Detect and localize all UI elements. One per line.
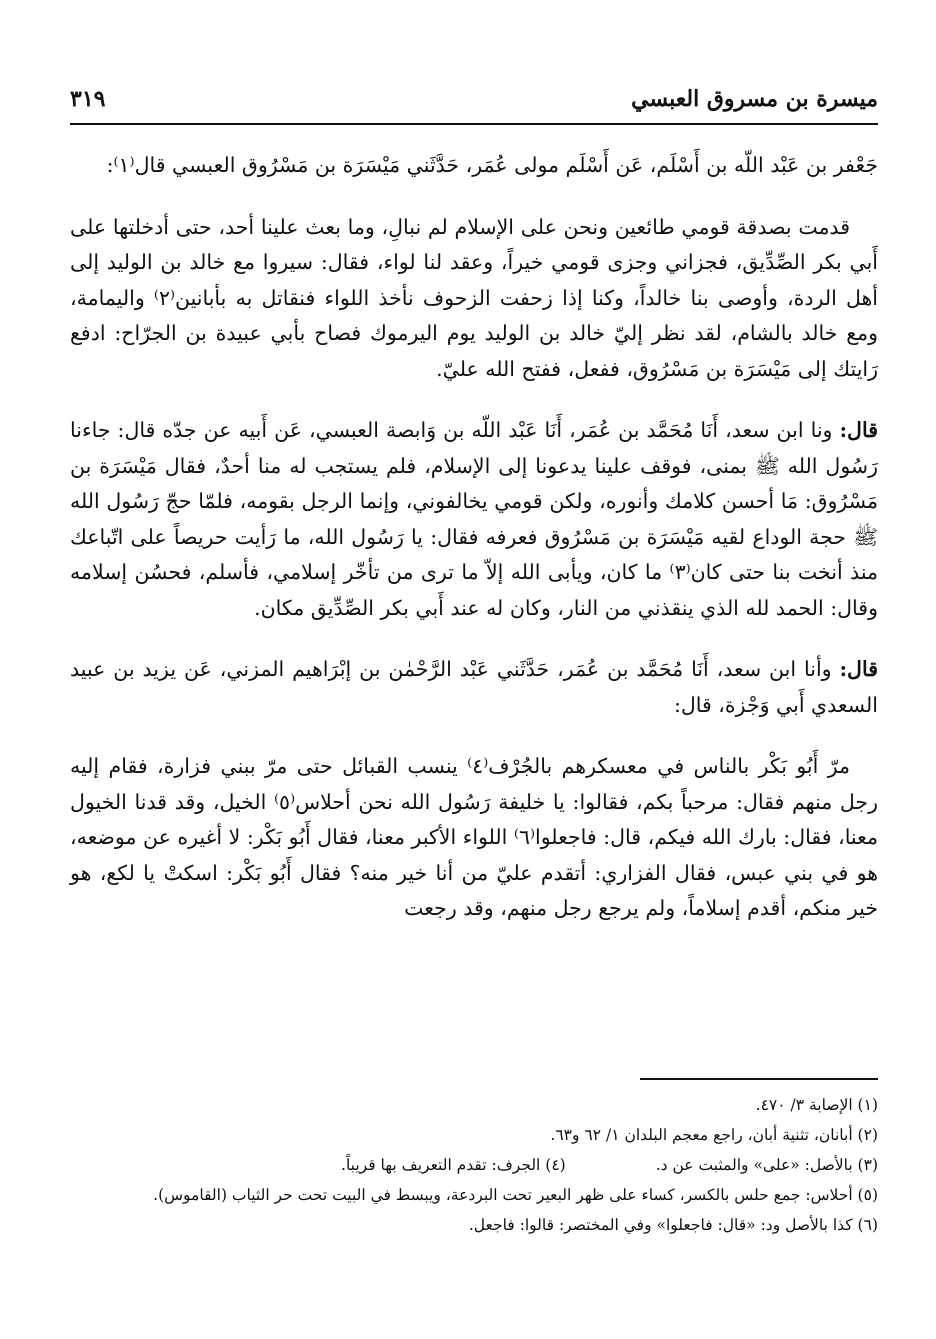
paragraph-3 bbox=[70, 413, 878, 626]
footnotes bbox=[70, 1090, 878, 1240]
paragraph-4 bbox=[70, 652, 878, 723]
header-title: ميسرة بن مسروق العبسي bbox=[631, 86, 878, 112]
paragraph-4-lead: قال: bbox=[839, 657, 878, 681]
paragraph-2: قدمت بصدقة قومي طائعين ونحن على الإسلام لم نبالِ، وما بعث علينا أحد، حتى أدخلتها على أَبي بكر الصِّدِّيق، فجزاني وجزى قومي خيراً، وعقد لنا لواء، فقال: سيروا مع خالد بن الوليد إلى أهل الردة، وأوصى بنا خالداً، وكنا إذا زحفت الزحوف نأخذ اللواء فنقاتل به بأبانين⁽٢⁾ واليمامة، ومع خالد بالشام، لقد نظر إليّ خالد بن الوليد يوم اليرموك فصاح بأبي عبيدة بن الجرّاح: ادفع رَايتك إلى مَيْسَرَة بن مَسْرُوق، ففعل، ففتح الله عليّ. bbox=[70, 214, 878, 381]
paragraph-3-lead: قال: bbox=[839, 418, 878, 442]
paragraph-1: جَعْفر بن عَبْد اللّه بن أَسْلَم، عَن أَسْلَم مولى عُمَر، حَدَّثَني مَيْسَرَة بن مَسْرُوق العبسي قال⁽١⁾: bbox=[106, 153, 878, 177]
main-text bbox=[70, 148, 878, 927]
paragraph-4-text: وأنا ابن سعد، أَنَا مُحَمَّد بن عُمَر، حَدَّثَني عَبْد الرَّحْمٰن بن إبْرَاهيم المزني، عَن يزيد بن عبيد السعدي أَبي وَجْزة، قال: bbox=[70, 657, 878, 717]
paragraph-3-text: ونا ابن سعد، أَنَا مُحَمَّد بن عُمَر، أَنَا عَبْد اللّه بن وَابصة العبسي، عَن أَبيه عن جدّه قال: جاءنا رَسُول الله ﷺ بمنى، فوقف علينا يدعونا إلى الإسلام، فلم يستجب له منا أحدٌ، فقال مَيْسَرَة بن مَسْرُوق: مَا أحسن كلامك وأنوره، ولكن قومي يخالفوني، وإنما الرجل بقومه، فلمّا حجّ رَسُول الله ﷺ حجة الوداع لقيه مَيْسَرَة بن مَسْرُوق فعرفه فقال: يا رَسُول الله، ما رَأيت حريصاً على اتّباعك منذ أنخت بنا حتى كان⁽٣⁾ ما كان، ويأبى الله إلاّ ما ترى من تأخّر إسلامي، فأسلم، فحسُن إسلامه وقال: الحمد لله الذي ينقذني من النار، وكان له عند أَبي بكر الصِّدِّيق مكان. bbox=[70, 418, 878, 620]
footnote-row-3-4 bbox=[70, 1150, 878, 1180]
header-divider bbox=[70, 123, 878, 125]
footnote-3: (٣) بالأصل: «على» والمثبت عن د. bbox=[655, 1156, 878, 1174]
page-number: ٣١٩ bbox=[70, 86, 106, 112]
paragraph-5: مرّ أَبُو بَكْر بالناس في معسكرهم بالجُرْف⁽٤⁾ ينسب القبائل حتى مرّ ببني فزارة، فقام إليه رجل منهم فقال: مرحباً بكم، فقالوا: يا خليفة رَسُول الله نحن أحلاس⁽٥⁾ الخيل، وقد قدنا الخيول معنا، فقال: بارك الله فيكم، قال: فاجعلوا⁽٦⁾ اللواء الأكبر معنا، فقال أَبُو بَكْر: لا أغيره عن موضعه، هو في بني عبس، فقال الفزاري: أتقدم عليّ من أنا خير منه؟ فقال أَبُو بَكْر: اسكتْ يا لكع، هو خير منكم، أقدم إسلاماً، ولم يرجع رجل منهم، وقد رجعت bbox=[70, 754, 879, 920]
footnote-1: (١) الإصابة ٣/ ٤٧٠. bbox=[755, 1096, 878, 1114]
running-header bbox=[70, 86, 878, 122]
footnote-6: (٦) كذا بالأصل ود: «قال: فاجعلوا» وفي المختصر: قالوا: فاجعل. bbox=[468, 1216, 878, 1234]
footnote-2: (٢) أبانان، تثنية أبان، راجع معجم البلدان ١/ ٦٢ و٦٣. bbox=[550, 1126, 878, 1144]
footnote-divider bbox=[640, 1078, 878, 1080]
footnote-5: (٥) أحلاس: جمع حلس بالكسر، كساء على ظهر البعير تحت البردعة، ويبسط في البيت تحت حر الثياب (القاموس). bbox=[153, 1186, 878, 1204]
footnote-4: (٤) الجرف: تقدم التعريف بها قريباً. bbox=[341, 1156, 566, 1174]
